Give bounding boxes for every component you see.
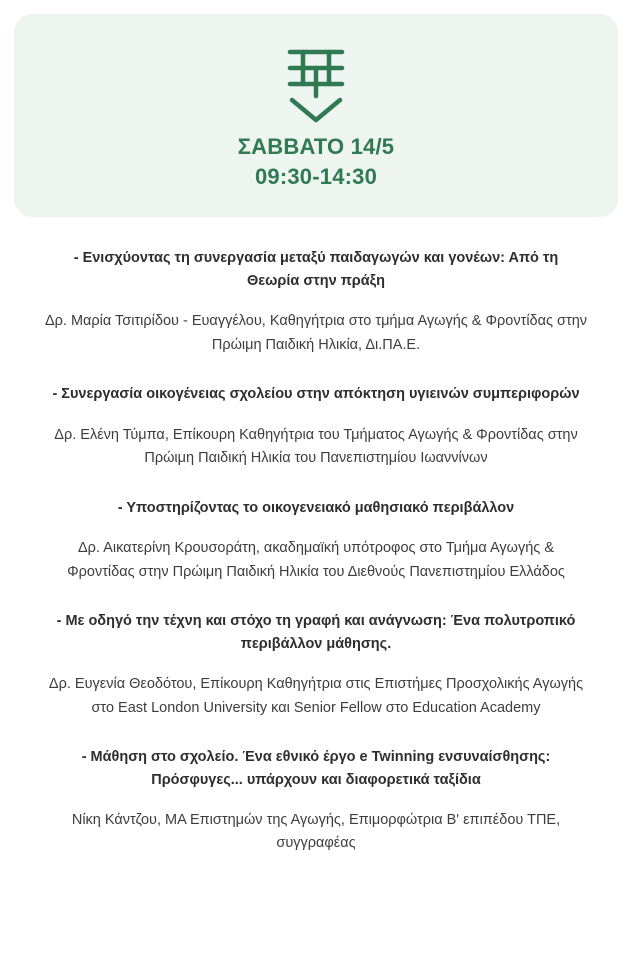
program-entry [42, 247, 590, 357]
entry-title: - Υποστηρίζοντας το οικογενειακό μαθησιακό περιβάλλον [117, 499, 515, 516]
entry-title: - Συνεργασία οικογένειας σχολείου στην απόκτηση υγιεινών συμπεριφορών [52, 386, 580, 403]
header-date: ΣΑΒΒΑΤΟ 14/5 [237, 134, 395, 159]
entry-title: - Μάθηση στο σχολείο. Ένα εθνικό έργο e Twinning ενσυναίσθησης: Πρόσφυγες... υπάρχουν και διαφορετικά ταξίδια [81, 749, 551, 788]
entry-speaker: Δρ. Αικατερίνη Κρουσοράτη, ακαδημαϊκή υπότροφος στο Τμήμα Αγωγής & Φροντίδας στην Πρώιμη Παιδική Ηλικία του Διεθνούς Πανεπιστημίου Ελλάδος [67, 540, 565, 580]
program-list [14, 217, 618, 880]
entry-speaker: Δρ. Ευγενία Θεοδότου, Επίκουρη Καθηγήτρια στις Επιστήμες Προσχολικής Αγωγής στο East London University και Senior Fellow στο Education Academy [48, 676, 584, 716]
entry-title: - Ενισχύοντας τη συνεργασία μεταξύ παιδαγωγών και γονέων: Από τη Θεωρία στην πράξη [73, 250, 559, 289]
entry-speaker: Νίκη Κάντζου, ΜΑ Επιστημών της Αγωγής, Επιμορφώτρια Β' επιπέδου ΤΠΕ, συγγραφέας [71, 812, 561, 852]
header-time: 09:30-14:30 [254, 163, 378, 189]
entry-speaker: Δρ. Μαρία Τσιτιρίδου - Ευαγγέλου, Καθηγήτρια στο τμήμα Αγωγής & Φροντίδας στην Πρώιμη Παιδική Ηλικία, Δι.ΠΑ.Ε. [44, 313, 588, 353]
program-entry [42, 610, 590, 720]
program-entry [42, 497, 590, 584]
program-entry [42, 746, 590, 856]
entry-speaker: Δρ. Ελένη Τύμπα, Επίκουρη Καθηγήτρια του Τμήματος Αγωγής & Φροντίδας στην Πρώιμη Παιδική Ηλικία του Πανεπιστημίου Ιωαννίνων [54, 426, 578, 467]
seminar-logo [34, 42, 598, 126]
entry-title: - Με οδηγό την τέχνη και στόχο τη γραφή και ανάγνωση: Ένα πολυτροπικό περιβάλλον μάθησης. [56, 613, 576, 652]
program-entry [42, 383, 590, 470]
header-card [14, 14, 618, 217]
